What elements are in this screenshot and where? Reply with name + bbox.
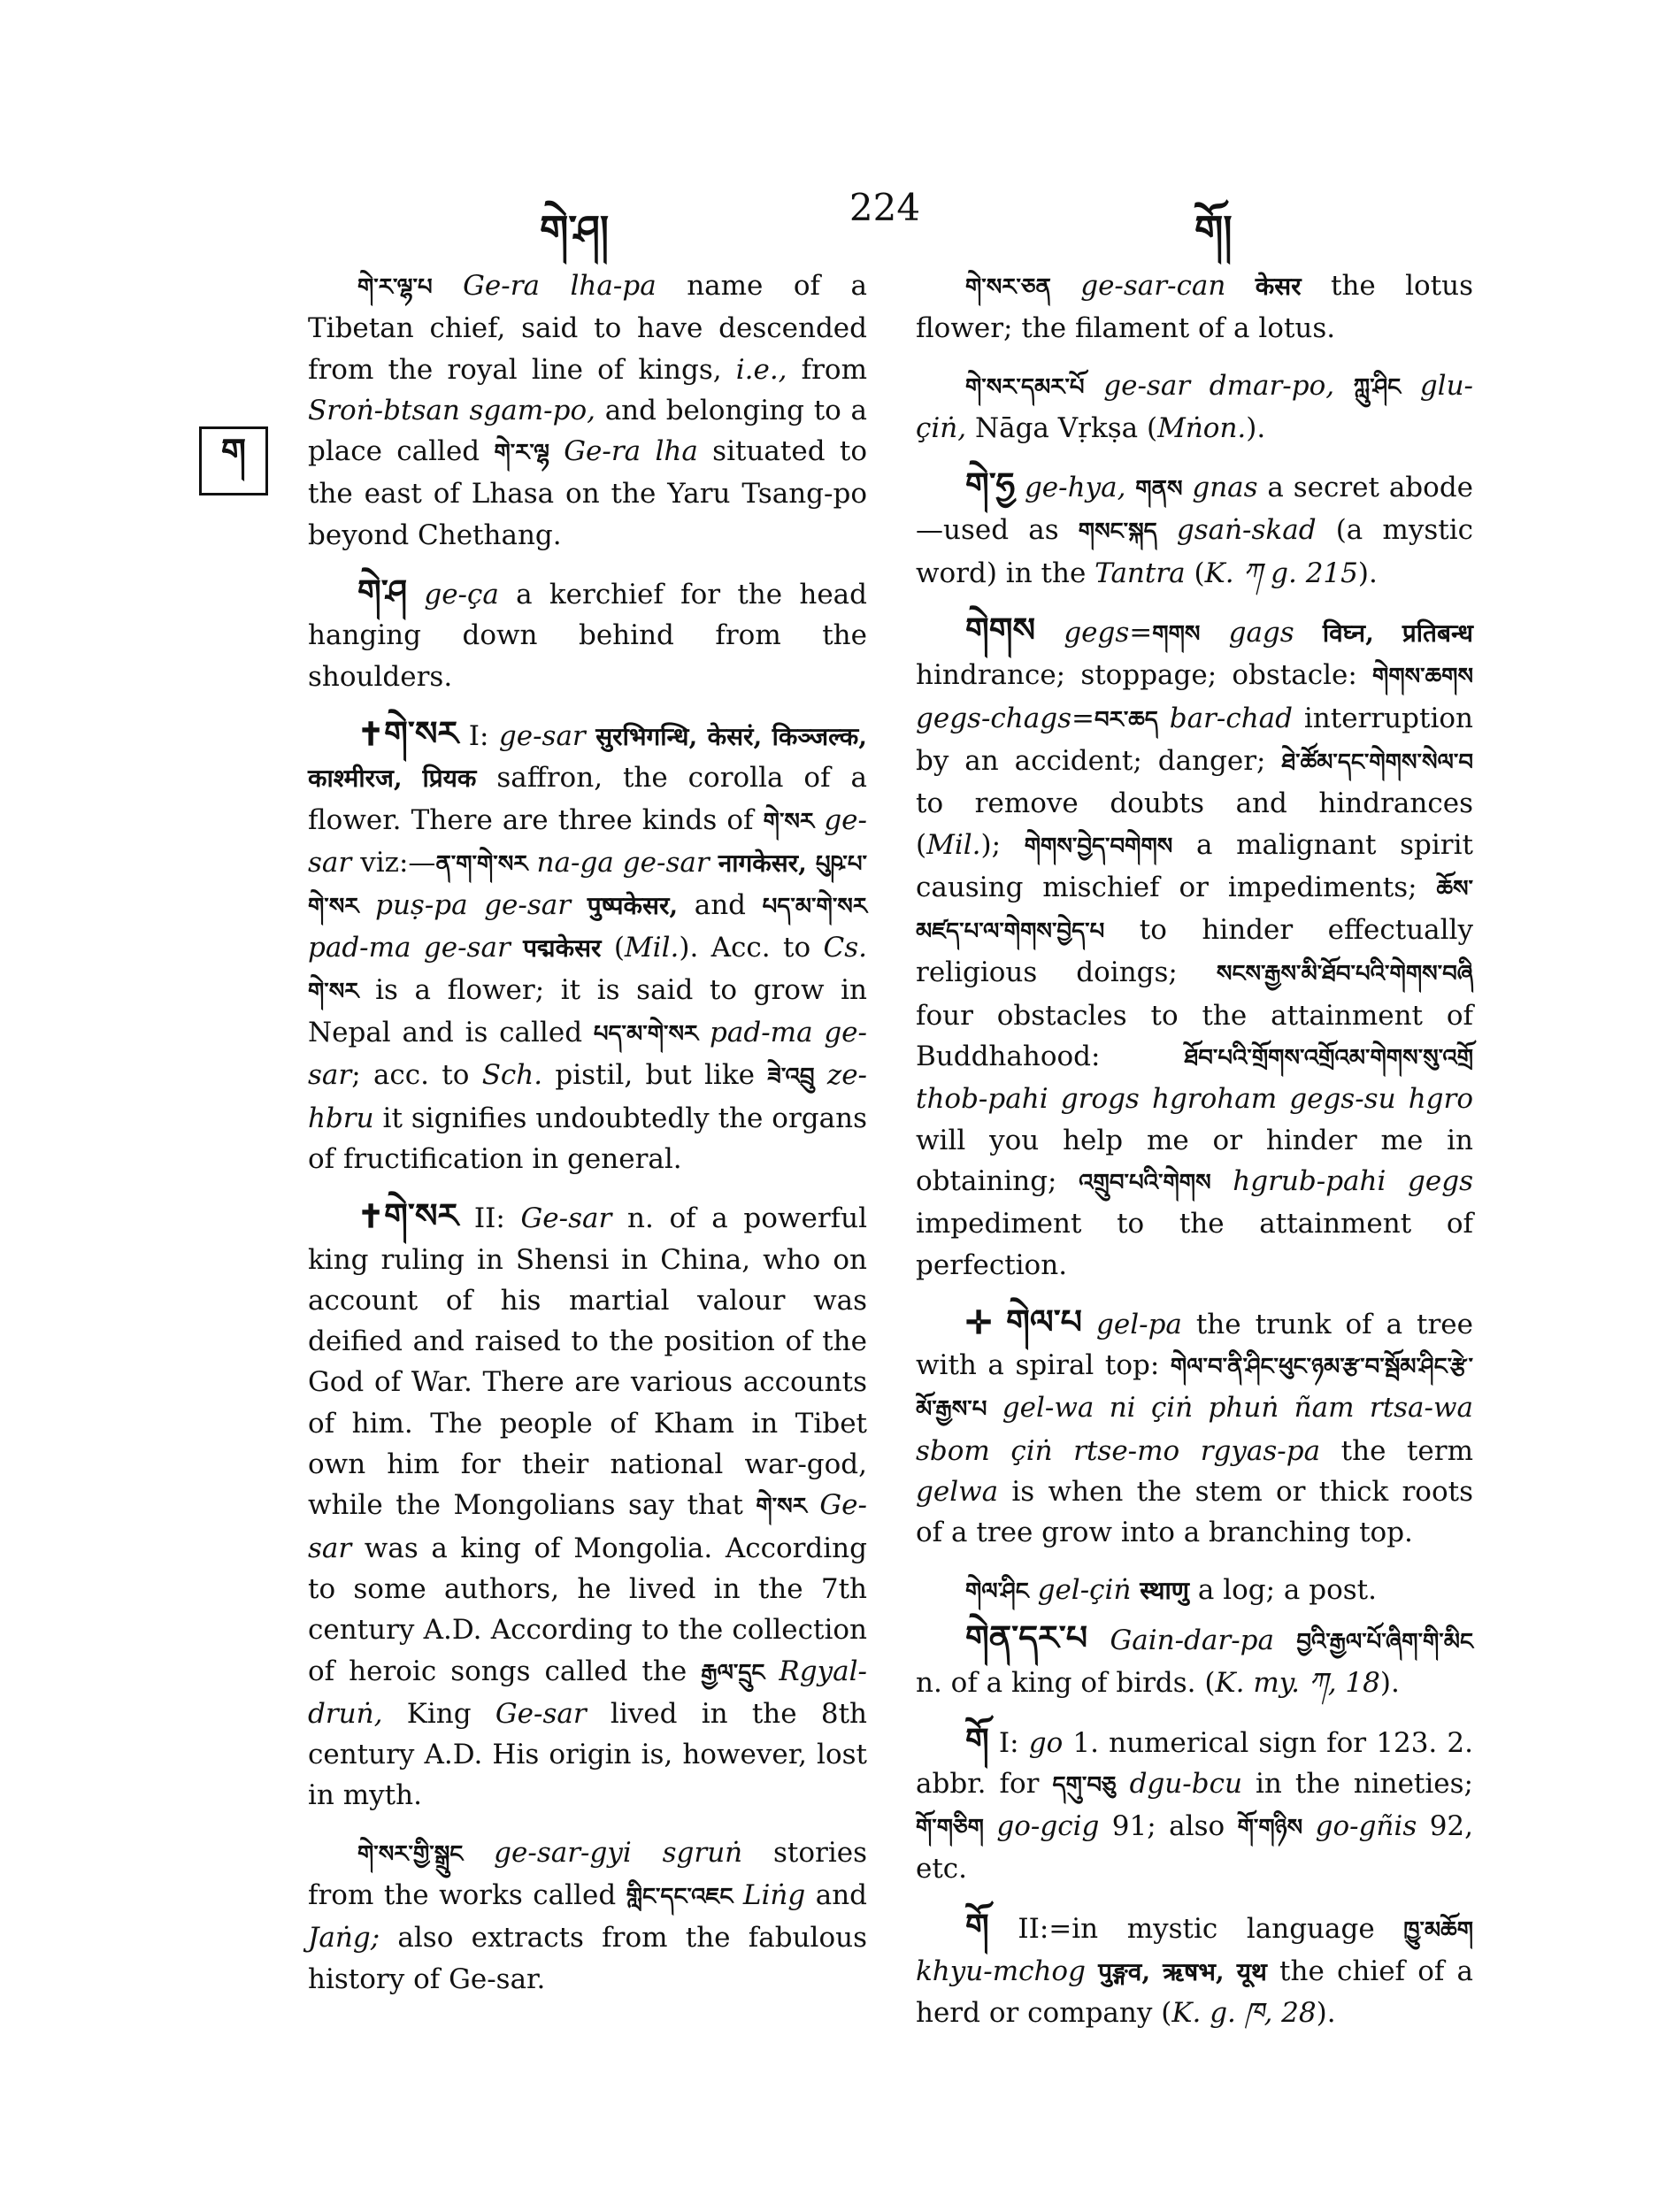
tibetan-text: གེ་སར [756, 1494, 807, 1521]
tibetan-text: གེལ་བ་ནི་ཤིང་ཕུང་ཉམ་རྩ་བ་སྦོམ་ཤིང་རྩེ་མོ་རྒྱས་པ [916, 1354, 1473, 1424]
tibetan-text: ཐེ་ཚོམ་དང་གེགས་སེལ་བ [1281, 749, 1473, 776]
definition-text: ( [601, 932, 625, 964]
entry-ge-sar-gyi-sgrun [308, 1832, 867, 2000]
sanskrit-text: पुङ्गव, ऋषभ, यूथ [1098, 1956, 1267, 1986]
definition-text: and [805, 1878, 867, 1911]
romanization: gegs [1064, 617, 1130, 649]
romanization: gegs-chags [916, 702, 1071, 734]
entry-ge-sar-can [916, 265, 1473, 349]
tibetan-text: ཆོས་མཛད་པ་ལ་གེགས་བྱེད་པ [916, 875, 1473, 946]
romanization: ge-sar dmar-po, [1103, 369, 1335, 402]
definition-text: pistil, but like [542, 1059, 768, 1092]
romanization: gel-wa ni çiṅ phuṅ ñam rtsa-wa sbom çiṅ rtse-mo rgyas-pa [916, 1392, 1473, 1467]
definition-text: four obstacles to the attainment of Buddhahood: [916, 999, 1473, 1073]
definition-text: ). [1379, 1667, 1400, 1700]
definition-text: will you help me or hinder me in obtaining; [916, 1124, 1473, 1197]
tibetan-headword: གེ་སར [384, 712, 459, 753]
source-ref: Mil. [624, 932, 680, 964]
tibetan-headword: གེ་ཤ [357, 572, 408, 612]
definition-text: n. of a king of birds. ( [916, 1667, 1216, 1700]
cross-mark: ✝ [357, 1198, 385, 1236]
definition-text: to remove doubts and hindrances ( [916, 787, 1473, 861]
romanization: go [1028, 1726, 1064, 1759]
definition-text: hindrance; stoppage; obstacle: [916, 659, 1373, 692]
tibetan-text: བྱའི་རྒྱལ་པོ་ཞིག་གི་མིང [1296, 1628, 1474, 1655]
tibetan-text: གསང་སྐད [1078, 518, 1157, 546]
romanization: Jaṅg; [308, 1922, 380, 1955]
cross-mark: ✛ [965, 1303, 993, 1341]
romanization: gags [1228, 617, 1294, 649]
entry-ge-sar-dmar-po [916, 365, 1473, 449]
tibetan-text: དགུ་བཅུ [1052, 1771, 1117, 1799]
tibetan-text: གོ་གཉིས [1237, 1815, 1303, 1842]
definition-text: a malignant spirit causing mischief or impediments; [916, 828, 1473, 903]
romanization: ge-sar-can [1080, 270, 1226, 302]
romanization: hgrub-pahi gegs [1233, 1164, 1474, 1197]
equals-sign: = [1071, 702, 1094, 734]
definition-text: to hinder effectually religious doings; [916, 914, 1473, 989]
source-ref: Tantra [1094, 557, 1186, 589]
tibetan-text: ཟེ་འབྲུ [767, 1064, 815, 1091]
tibetan-headword: གེལ་ཤིང [965, 1578, 1029, 1605]
tibetan-text: གནས [1135, 476, 1183, 503]
definition-text: and [678, 889, 763, 922]
romanization: Ge-ra lha-pa [463, 270, 657, 302]
tibetan-headword: གེ་སར་དམར་པོ [965, 373, 1085, 401]
definition-text: stories from the works called [308, 1836, 868, 1911]
romanization: Ge-ra lha [564, 435, 698, 468]
romanization: go-gñis [1315, 1810, 1417, 1843]
definition-text: it signifies undoubtedly the organs of fructification in general. [308, 1102, 867, 1175]
tibetan-text: པད་མ་གེ་སར [593, 1021, 699, 1048]
sanskrit-text: पद्मकेसर [523, 933, 602, 964]
page-number: 224 [849, 186, 921, 229]
definition-text: King [382, 1697, 495, 1730]
right-column [916, 265, 1473, 2050]
sanskrit-text: स्थाणु [1140, 1575, 1190, 1605]
tibetan-text: པུཥ་པ་གེ་སར [308, 850, 867, 921]
entry-ge-sar-2 [308, 1195, 867, 1816]
definition-text: a kerchief for the head hanging down behind from the shoulders. [308, 579, 868, 693]
definition-text: situated to the east of Lhasa on the Yaru Tsang-po beyond Chethang. [308, 435, 867, 551]
romanization: Ge-sar [495, 1697, 587, 1730]
tibetan-headword: གེལ་པ [1006, 1301, 1083, 1341]
definition-text: ); [980, 828, 1025, 861]
definition-text: 92, etc. [916, 1810, 1474, 1886]
sanskrit-text: केसर [1255, 272, 1302, 301]
romanization: gel-pa [1096, 1308, 1182, 1340]
tibetan-text: ཁྱུ་མཆོག [1403, 1916, 1473, 1944]
entry-gegs [916, 610, 1473, 1286]
abbr: i.e., [735, 353, 787, 386]
entry-ge-sar-1 [308, 713, 867, 1179]
tibetan-text: ཐོབ་པའི་གྲོགས་འགྲོའམ་གེགས་སུ་འགྲོ [1184, 1045, 1473, 1072]
tibetan-text: འགྲུབ་པའི་གེགས [1079, 1169, 1211, 1196]
romanization: Sroṅ-btsan sgam-po, [308, 394, 595, 426]
romanization: gel-çiṅ [1037, 1573, 1132, 1606]
romanization: puṣ-pa ge-sar [375, 889, 572, 922]
tibetan-text: གེ་སར [308, 978, 359, 1005]
romanization: khyu-mchog [916, 1955, 1086, 1987]
sense-number: I: [468, 719, 489, 752]
romanization: Ge-sar [308, 1489, 868, 1564]
romanization: pad-ma ge-sar [308, 1017, 868, 1092]
definition-text: ( [1185, 557, 1205, 589]
sense-number: I: [998, 1726, 1019, 1759]
definition-text: viz:— [351, 846, 436, 879]
entry-ge-hya [916, 465, 1473, 594]
romanization: Rgyal-druṅ, [308, 1655, 867, 1730]
definition-text: ; acc. to [351, 1059, 482, 1092]
tibetan-headword: གོ [965, 1905, 989, 1946]
entry-ge-ca [308, 572, 867, 697]
entry-gel-pa [916, 1302, 1473, 1554]
definition-text: ). Acc. to [679, 932, 824, 964]
definition-text: ). [1316, 1997, 1336, 2030]
cross-mark: ✝ [357, 715, 385, 753]
tibetan-text: གེ་ར་ལྷ [494, 440, 549, 467]
tibetan-headword: གེ་སར་ཅན [965, 274, 1051, 301]
definition-text: (a mystic word) in the [916, 514, 1473, 589]
definition-text: name of a Tibetan chief, said to have descended from the royal line of kings, [308, 270, 868, 386]
romanization: thob-pahi grogs hgroham gegs-su hgro [916, 1083, 1473, 1116]
tibetan-text: གེ་སར [763, 808, 815, 835]
tibetan-text: གགས [1152, 621, 1201, 649]
definition-text: the trunk of a tree with a spiral top: [916, 1308, 1473, 1382]
romanization: gnas [1192, 472, 1258, 504]
tibetan-headword: གེན་དར་པ [965, 1617, 1088, 1657]
tibetan-text: གེགས་བྱེད་བགེགས [1024, 833, 1173, 860]
sanskrit-text: नागकेसर, [718, 848, 807, 878]
romanization: dgu-bcu [1129, 1767, 1242, 1800]
tibetan-text: གོ་གཅིག [916, 1815, 984, 1842]
source-ref: Cs. [823, 932, 867, 964]
romanization: Ge-sar [520, 1202, 612, 1235]
sanskrit-text: विघ्न, प्रतिबन्ध [1322, 618, 1473, 649]
definition-text: a log; a post. [1189, 1573, 1377, 1606]
definition-text: ). [1357, 557, 1378, 589]
entry-go-2 [916, 1906, 1473, 2034]
tibetan-headword: གེ་སར [384, 1195, 459, 1236]
romanization: ge-sar [308, 803, 867, 879]
definition-text: interruption by an accident; danger; [916, 702, 1473, 777]
definition-text: Nāga Vṛkṣa ( [966, 411, 1158, 444]
definition-text: from [787, 353, 867, 386]
definition-text: ). [1246, 411, 1266, 444]
definition-text: a secret abode—used as [916, 472, 1474, 547]
romanization: Liṅg [742, 1878, 806, 1911]
romanization: glu-çiṅ, [916, 369, 1474, 444]
entry-gel-cin [916, 1570, 1473, 1612]
header-right-tibetan: གོ། [1194, 206, 1233, 254]
tibetan-text: སངས་རྒྱས་མི་ཐོབ་པའི་གེགས་བཞི [1216, 961, 1473, 988]
romanization: ge-ça [424, 579, 499, 611]
romanization: pad-ma ge-sar [308, 932, 511, 964]
tibetan-text: པད་མ་གེ་སར [762, 894, 868, 921]
source-ref: Mil. [926, 828, 981, 861]
definition-text: 91; also [1099, 1810, 1238, 1843]
source-ref: K. ཀ g. 215 [1204, 557, 1358, 589]
romanization: gsaṅ-skad [1176, 514, 1317, 547]
definition-text: n. of a powerful king ruling in Shensi in China, who on account of his martial valour was deified and raised to the position of the God of War. There are various accounts of him. The people of Kham in Tibet own him for their national war-god, while the Mongolians say that [308, 1202, 867, 1522]
definition-text: is when the stem or thick roots of a tree grow into a branching top. [916, 1476, 1473, 1549]
entry-ge-ra-lha-pa [308, 265, 867, 556]
margin-section-mark: ག [199, 426, 268, 495]
definition-text: is a flower; it is said to grow in Nepal and is called [308, 973, 867, 1049]
tibetan-headword: གོ [965, 1719, 989, 1760]
tibetan-text: གེགས་ཆགས [1372, 664, 1473, 691]
page-header [0, 177, 1659, 254]
tibetan-headword: གེ་སར་གྱི་སྒྲུང [357, 1840, 464, 1868]
definition-text: the lotus flower; the filament of a lotus. [916, 270, 1474, 345]
romanization: gelwa [916, 1476, 999, 1509]
tibetan-headword: གེ་ར་ལྷ་པ [357, 274, 433, 301]
romanization: na-ga ge-sar [536, 846, 710, 879]
definition-text: the term [1320, 1434, 1473, 1467]
definition-text: saffron, the corolla of a flower. There are three kinds of [308, 762, 867, 836]
header-left-tibetan: གེ་ཤ། [540, 206, 610, 254]
romanization: ze-hbru [308, 1059, 868, 1134]
equals-sign: = [1129, 617, 1153, 649]
definition-text: impediment to the attainment of perfection. [916, 1208, 1473, 1281]
tibetan-text: ཀླུ་ཤིང [1353, 373, 1402, 401]
romanization: go-gcig [996, 1810, 1100, 1843]
tibetan-headword: གེགས [965, 610, 1036, 650]
sanskrit-text: सुरभिगन्धि, केसरं, किञ्जल्क, काश्मीरज, प्रियक [308, 721, 868, 794]
definition-text: =in mystic language [1048, 1912, 1404, 1945]
definition-text: lived in the 8th century A.D. His origin is, however, lost in myth. [308, 1697, 868, 1812]
romanization: ge-sar [498, 719, 586, 752]
romanization: ge-hya, [1024, 472, 1126, 504]
definition-text: also extracts from the fabulous history of Ge-sar. [308, 1922, 867, 1995]
definition-text: and belonging to a place called [308, 394, 867, 468]
romanization: Gain-dar-pa [1110, 1624, 1274, 1656]
tibetan-text: གླིང་དང་འཇང [626, 1883, 733, 1910]
entry-go-1 [916, 1720, 1473, 1890]
source-ref: Sch. [481, 1059, 543, 1092]
tibetan-text: བར་ཆད [1094, 706, 1158, 733]
source-ref: K. my. ཀ, 18 [1215, 1667, 1380, 1700]
sense-number: II: [473, 1202, 505, 1235]
tibetan-headword: གེ་ཧྱ [965, 465, 1016, 505]
left-column [308, 265, 867, 2016]
tibetan-text: རྒྱལ་དྲུང [701, 1659, 765, 1686]
entry-gain-dar-pa [916, 1617, 1473, 1704]
source-ref: Mṅon. [1157, 411, 1247, 444]
romanization: ge-sar-gyi sgruṅ [494, 1836, 743, 1869]
definition-text: was a king of Mongolia. According to some authors, he lived in the 7th century A.D. According to the collection of heroic songs called the [308, 1532, 867, 1687]
definition-text: 1. numerical sign for 123. 2. abbr. for [916, 1726, 1473, 1800]
sanskrit-text: पुष्पकेसर, [587, 891, 679, 921]
sense-number: II: [1018, 1912, 1049, 1945]
source-ref: K. g. ཁ, 28 [1171, 1997, 1317, 2030]
definition-text: the chief of a herd or company ( [916, 1955, 1473, 2030]
definition-text: in the nineties; [1241, 1767, 1473, 1800]
tibetan-text: ན་ག་གེ་སར [435, 850, 528, 878]
romanization: bar-chad [1169, 702, 1293, 734]
